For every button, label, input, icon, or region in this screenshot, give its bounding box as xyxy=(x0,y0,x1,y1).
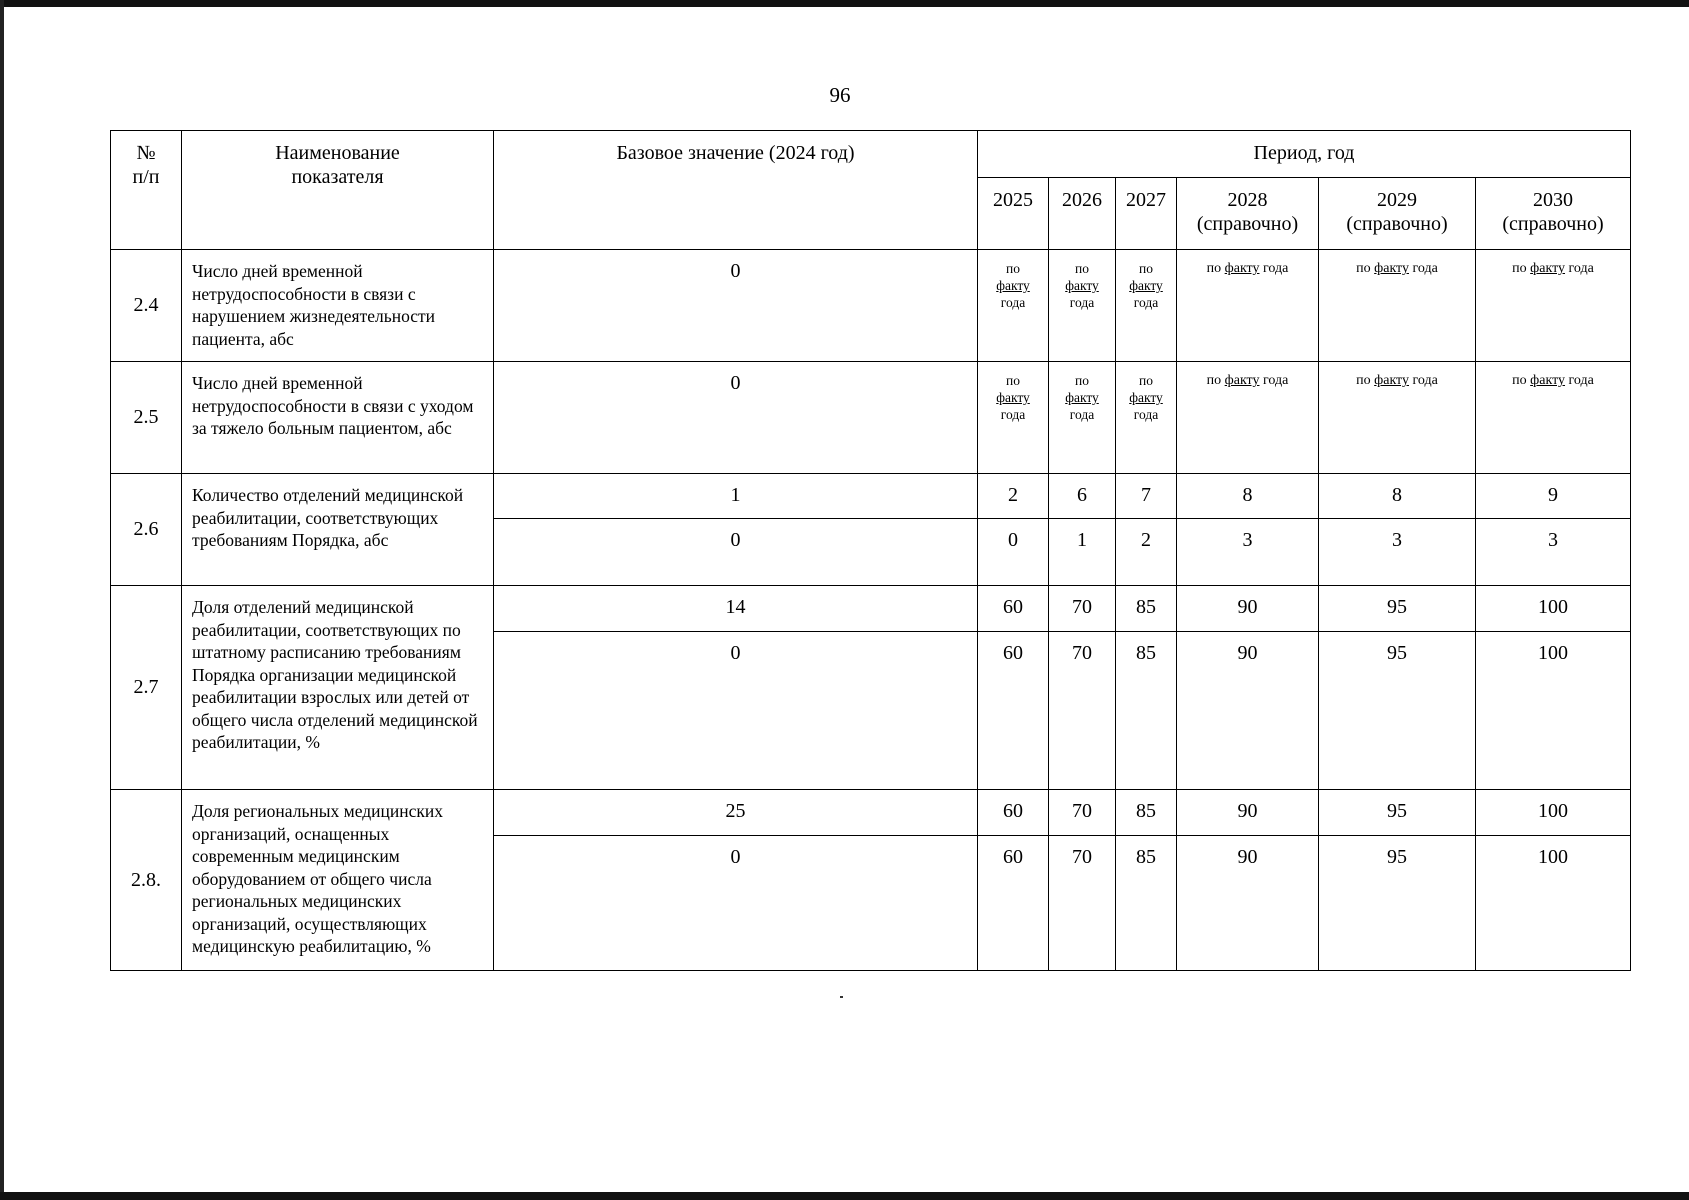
fact-cell-2029 xyxy=(1319,362,1476,474)
value-2025: 60 xyxy=(978,790,1049,836)
value-2030: 9 xyxy=(1476,474,1631,519)
col-base-header: Базовое значение (2024 год) xyxy=(494,131,978,250)
col-name-header xyxy=(182,131,494,250)
value-2028: 90 xyxy=(1177,790,1319,836)
fact-cell-2027 xyxy=(1116,250,1177,362)
fact-faktu: факту xyxy=(1224,261,1260,276)
value-2028: 8 xyxy=(1177,474,1319,519)
year-label: 2028 xyxy=(1227,189,1268,211)
fact-goda: года xyxy=(1568,261,1594,276)
row-number: 2.5 xyxy=(111,362,182,474)
fact-goda: года xyxy=(1263,261,1289,276)
base-value: 1 xyxy=(494,474,978,519)
value-2027: 85 xyxy=(1116,790,1177,836)
value-2030: 3 xyxy=(1476,519,1631,586)
indicator-name: Число дней временной нетрудоспособности в связи с уходом за тяжело больным пациентом, абс xyxy=(182,362,494,474)
fact-po: по xyxy=(1356,373,1371,388)
value-2025: 60 xyxy=(978,836,1049,971)
scan-border-bottom xyxy=(0,1192,1689,1200)
header-row-1 xyxy=(111,131,1631,178)
scan-speck xyxy=(840,996,843,998)
fact-faktu: факту xyxy=(1129,390,1163,405)
value-2025: 60 xyxy=(978,632,1049,790)
fact-goda: года xyxy=(1069,295,1095,310)
indicator-name: Доля отделений медицинской реабилитации, соответствующих по штатному расписанию требованиям Порядка организации медицинской реабилитации взрослых или детей от общего числа отделений медицинской реабилитации, % xyxy=(182,586,494,790)
fact-po: по xyxy=(1206,373,1222,388)
year-label: 2030 xyxy=(1533,189,1574,211)
fact-faktu: факту xyxy=(1374,261,1409,276)
fact-faktu: факту xyxy=(1224,373,1260,388)
scan-border-left xyxy=(0,0,4,1200)
value-2030: 100 xyxy=(1476,586,1631,632)
fact-faktu: факту xyxy=(1530,373,1566,388)
base-value: 25 xyxy=(494,790,978,836)
fact-cell-2028 xyxy=(1177,362,1319,474)
fact-po: по xyxy=(1006,373,1020,388)
fact-goda: года xyxy=(1000,407,1026,422)
col-num-header xyxy=(111,131,182,250)
indicators-table xyxy=(110,130,1631,971)
col-num-header-line2: п/п xyxy=(132,166,160,188)
fact-goda: года xyxy=(1069,407,1095,422)
indicator-name: Число дней временной нетрудоспособности в связи с нарушением жизнедеятельности пациента, абс xyxy=(182,250,494,362)
value-2027: 2 xyxy=(1116,519,1177,586)
value-2029: 8 xyxy=(1319,474,1476,519)
year-note: (справочно) xyxy=(1346,213,1448,235)
value-2028: 3 xyxy=(1177,519,1319,586)
fact-faktu: факту xyxy=(996,278,1030,293)
fact-faktu: факту xyxy=(1065,278,1099,293)
col-name-header-line2: показателя xyxy=(291,166,384,188)
table-row-2-6-a xyxy=(111,474,1631,519)
value-2030: 100 xyxy=(1476,632,1631,790)
value-2029: 95 xyxy=(1319,790,1476,836)
fact-cell-2026 xyxy=(1049,250,1116,362)
base-value: 0 xyxy=(494,519,978,586)
row-number: 2.6 xyxy=(111,474,182,586)
fact-goda: года xyxy=(1000,295,1026,310)
fact-goda: года xyxy=(1133,295,1159,310)
table-row-2-7-a xyxy=(111,586,1631,632)
page-number: 96 xyxy=(829,83,851,107)
fact-po: по xyxy=(1206,261,1222,276)
value-2027: 85 xyxy=(1116,836,1177,971)
value-2026: 6 xyxy=(1049,474,1116,519)
base-value: 0 xyxy=(494,250,978,362)
year-note: (справочно) xyxy=(1196,213,1299,235)
year-header-2026 xyxy=(1049,178,1116,250)
indicator-name: Количество отделений медицинской реабилитации, соответствующих требованиям Порядка, абс xyxy=(182,474,494,586)
fact-goda: года xyxy=(1412,261,1438,276)
value-2029: 95 xyxy=(1319,836,1476,971)
fact-cell-2028 xyxy=(1177,250,1319,362)
fact-goda: года xyxy=(1133,407,1159,422)
table-row-2-5 xyxy=(111,362,1631,474)
fact-po: по xyxy=(1512,373,1527,388)
year-note: (справочно) xyxy=(1502,213,1604,235)
fact-po: по xyxy=(1075,373,1089,388)
col-name-header-line1: Наименование xyxy=(275,142,400,164)
fact-cell-2026 xyxy=(1049,362,1116,474)
value-2026: 1 xyxy=(1049,519,1116,586)
value-2028: 90 xyxy=(1177,836,1319,971)
fact-po: по xyxy=(1139,261,1153,276)
col-period-header: Период, год xyxy=(978,131,1631,178)
value-2025: 0 xyxy=(978,519,1049,586)
year-header-2028 xyxy=(1177,178,1319,250)
fact-goda: года xyxy=(1568,373,1594,388)
value-2025: 60 xyxy=(978,586,1049,632)
fact-faktu: факту xyxy=(1065,390,1099,405)
fact-po: по xyxy=(1075,261,1089,276)
row-number: 2.4 xyxy=(111,250,182,362)
fact-cell-2030 xyxy=(1476,362,1631,474)
fact-goda: года xyxy=(1263,373,1289,388)
year-header-2030 xyxy=(1476,178,1631,250)
year-header-2027 xyxy=(1116,178,1177,250)
value-2026: 70 xyxy=(1049,790,1116,836)
row-number: 2.8. xyxy=(111,790,182,971)
value-2026: 70 xyxy=(1049,586,1116,632)
fact-po: по xyxy=(1512,261,1527,276)
value-2030: 100 xyxy=(1476,836,1631,971)
fact-cell-2029 xyxy=(1319,250,1476,362)
value-2029: 95 xyxy=(1319,632,1476,790)
fact-cell-2030 xyxy=(1476,250,1631,362)
table-row-2-8-a xyxy=(111,790,1631,836)
fact-cell-2025 xyxy=(978,250,1049,362)
fact-faktu: факту xyxy=(1530,261,1566,276)
col-num-header-line1: № xyxy=(136,142,156,164)
value-2028: 90 xyxy=(1177,632,1319,790)
year-label: 2026 xyxy=(1062,189,1102,211)
value-2026: 70 xyxy=(1049,632,1116,790)
value-2026: 70 xyxy=(1049,836,1116,971)
scan-border-top xyxy=(0,0,1689,7)
fact-goda: года xyxy=(1412,373,1438,388)
value-2025: 2 xyxy=(978,474,1049,519)
year-label: 2029 xyxy=(1377,189,1417,211)
value-2027: 85 xyxy=(1116,586,1177,632)
fact-po: по xyxy=(1356,261,1371,276)
fact-po: по xyxy=(1139,373,1153,388)
fact-cell-2025 xyxy=(978,362,1049,474)
value-2027: 7 xyxy=(1116,474,1177,519)
base-value: 0 xyxy=(494,836,978,971)
base-value: 14 xyxy=(494,586,978,632)
fact-faktu: факту xyxy=(1374,373,1409,388)
year-label: 2027 xyxy=(1126,189,1166,211)
value-2030: 100 xyxy=(1476,790,1631,836)
value-2029: 3 xyxy=(1319,519,1476,586)
value-2027: 85 xyxy=(1116,632,1177,790)
value-2029: 95 xyxy=(1319,586,1476,632)
fact-cell-2027 xyxy=(1116,362,1177,474)
year-header-2029 xyxy=(1319,178,1476,250)
value-2028: 90 xyxy=(1177,586,1319,632)
row-number: 2.7 xyxy=(111,586,182,790)
fact-faktu: факту xyxy=(996,390,1030,405)
base-value: 0 xyxy=(494,632,978,790)
year-header-2025 xyxy=(978,178,1049,250)
fact-faktu: факту xyxy=(1129,278,1163,293)
table-row-2-4 xyxy=(111,250,1631,362)
base-value: 0 xyxy=(494,362,978,474)
indicator-name: Доля региональных медицинских организаций, оснащенных современным медицинским оборудованием от общего числа региональных медицинских организаций, осуществляющих медицинскую реабилитацию, % xyxy=(182,790,494,971)
year-label: 2025 xyxy=(993,189,1033,211)
fact-po: по xyxy=(1006,261,1020,276)
